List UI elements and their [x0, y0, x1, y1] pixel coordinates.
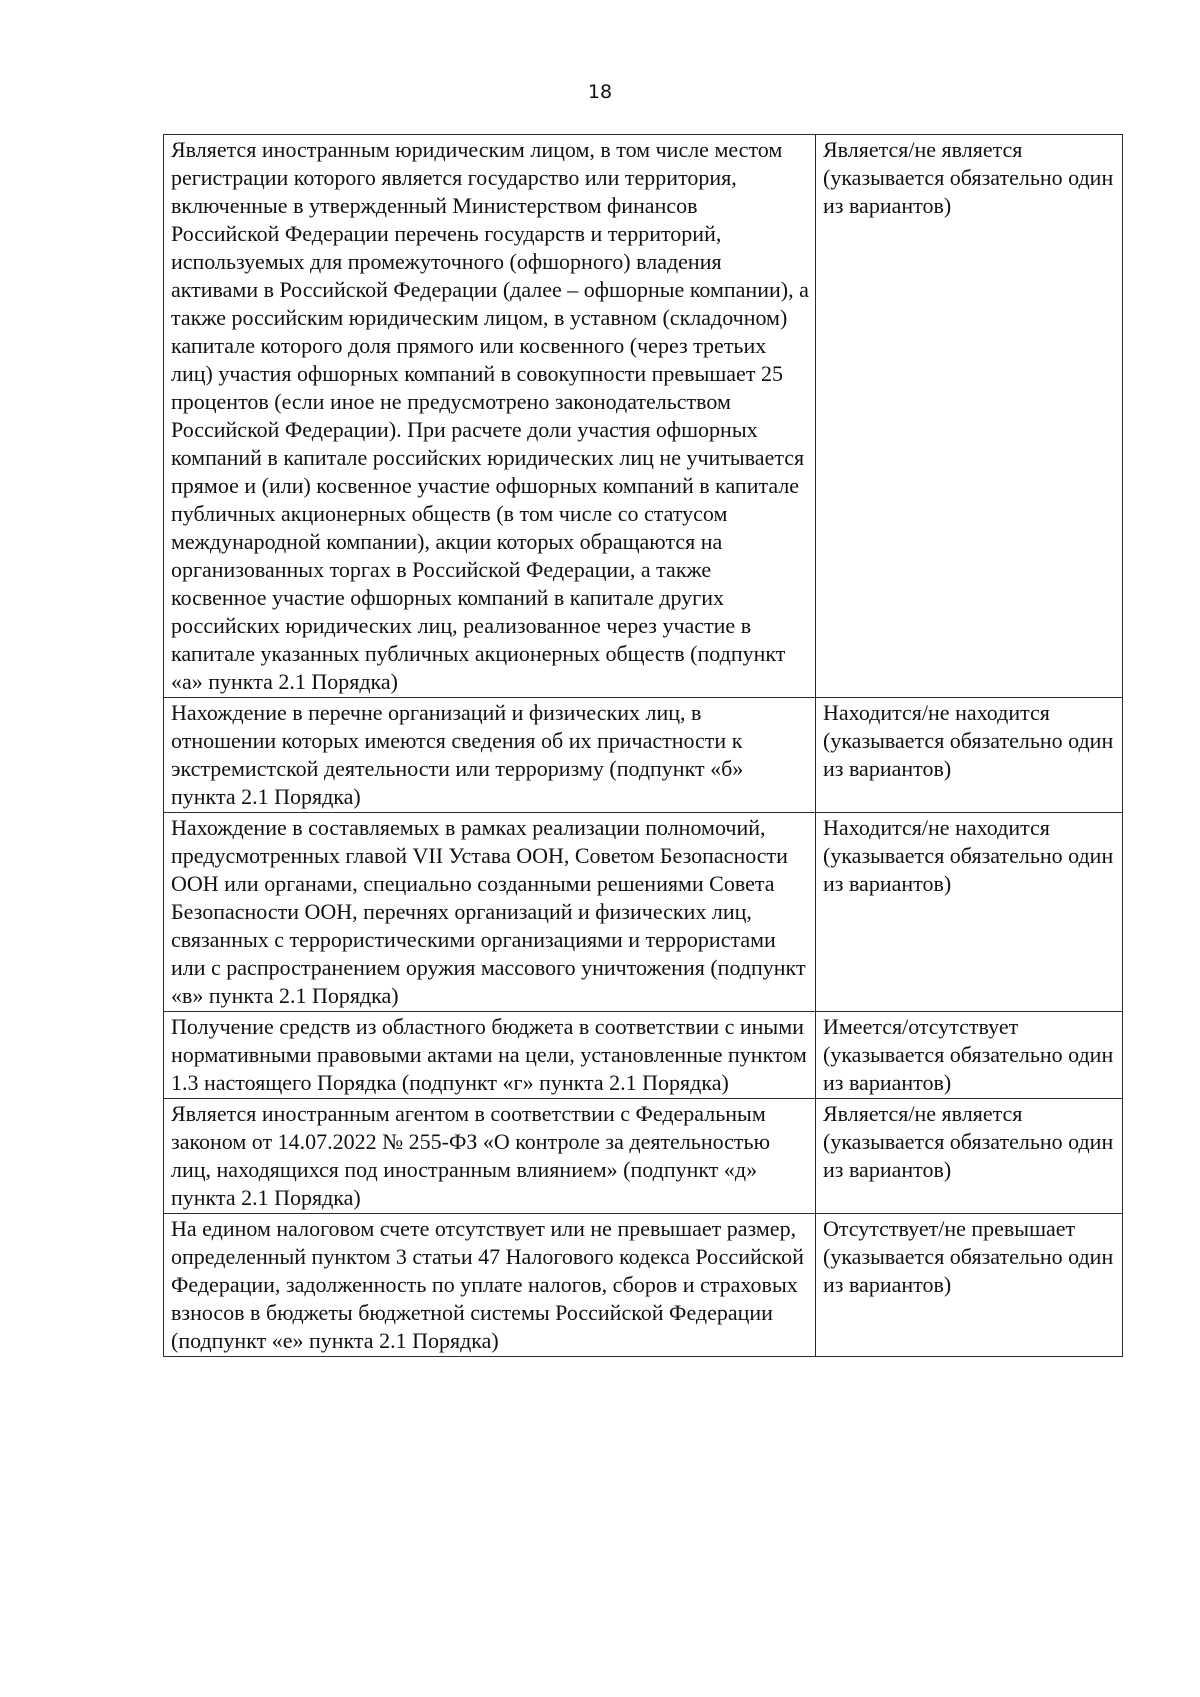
table-row	[164, 1214, 1123, 1357]
page-number: 18	[587, 81, 613, 103]
table-row	[164, 1012, 1123, 1099]
table-row	[164, 135, 1123, 698]
value-cell: Имеется/отсутствует (указывается обязательно один из вариантов)	[816, 1012, 1123, 1099]
table-row	[164, 813, 1123, 1012]
criterion-cell: Нахождение в перечне организаций и физических лиц, в отношении которых имеются сведения об их причастности к экстремистской деятельности или терроризму (подпункт «б» пункта 2.1 Порядка)	[164, 698, 816, 813]
criterion-cell: Нахождение в составляемых в рамках реализации полномочий, предусмотренных главой VII Устава ООН, Советом Безопасности ООН или органами, специально созданными решениями Совета Безопасности ООН, перечнях организаций и физических лиц, связанных с террористическими организациями и террористами или с распространением оружия массового уничтожения (подпункт «в» пункта 2.1 Порядка)	[164, 813, 816, 1012]
criterion-cell: Является иностранным юридическим лицом, в том числе местом регистрации которого является государство или территория, включенные в утвержденный Министерством финансов Российской Федерации перечень государств и территорий, используемых для промежуточного (офшорного) владения активами в Российской Федерации (далее – офшорные компании), а также российским юридическим лицом, в уставном (складочном) капитале которого доля прямого или косвенного (через третьих лиц) участия офшорных компаний в совокупности превышает 25 процентов (если иное не предусмотрено законодательством Российской Федерации). При расчете доли участия офшорных компаний в капитале российских юридических лиц не учитывается прямое и (или) косвенное участие офшорных компаний в капитале публичных акционерных обществ (в том числе со статусом международной компании), акции которых обращаются на организованных торгах в Российской Федерации, а также косвенное участие офшорных компаний в капитале других российских юридических лиц, реализованное через участие в капитале указанных публичных акционерных обществ (подпункт «а» пункта 2.1 Порядка)	[164, 135, 816, 698]
value-cell: Является/не является (указывается обязательно один из вариантов)	[816, 135, 1123, 698]
table-row	[164, 1099, 1123, 1214]
value-cell: Находится/не находится (указывается обязательно один из вариантов)	[816, 813, 1123, 1012]
value-cell: Является/не является (указывается обязательно один из вариантов)	[816, 1099, 1123, 1214]
criterion-cell: Является иностранным агентом в соответствии с Федеральным законом от 14.07.2022 № 255-ФЗ «О контроле за деятельностью лиц, находящихся под иностранным влиянием» (подпункт «д» пункта 2.1 Порядка)	[164, 1099, 816, 1214]
value-cell: Находится/не находится (указывается обязательно один из вариантов)	[816, 698, 1123, 813]
value-cell: Отсутствует/не превышает (указывается обязательно один из вариантов)	[816, 1214, 1123, 1357]
criteria-table	[163, 134, 1123, 1357]
criterion-cell: На едином налоговом счете отсутствует или не превышает размер, определенный пунктом 3 статьи 47 Налогового кодекса Российской Федерации, задолженность по уплате налогов, сборов и страховых взносов в бюджеты бюджетной системы Российской Федерации (подпункт «е» пункта 2.1 Порядка)	[164, 1214, 816, 1357]
table-row	[164, 698, 1123, 813]
criterion-cell: Получение средств из областного бюджета в соответствии с иными нормативными правовыми актами на цели, установленные пунктом 1.3 настоящего Порядка (подпункт «г» пункта 2.1 Порядка)	[164, 1012, 816, 1099]
